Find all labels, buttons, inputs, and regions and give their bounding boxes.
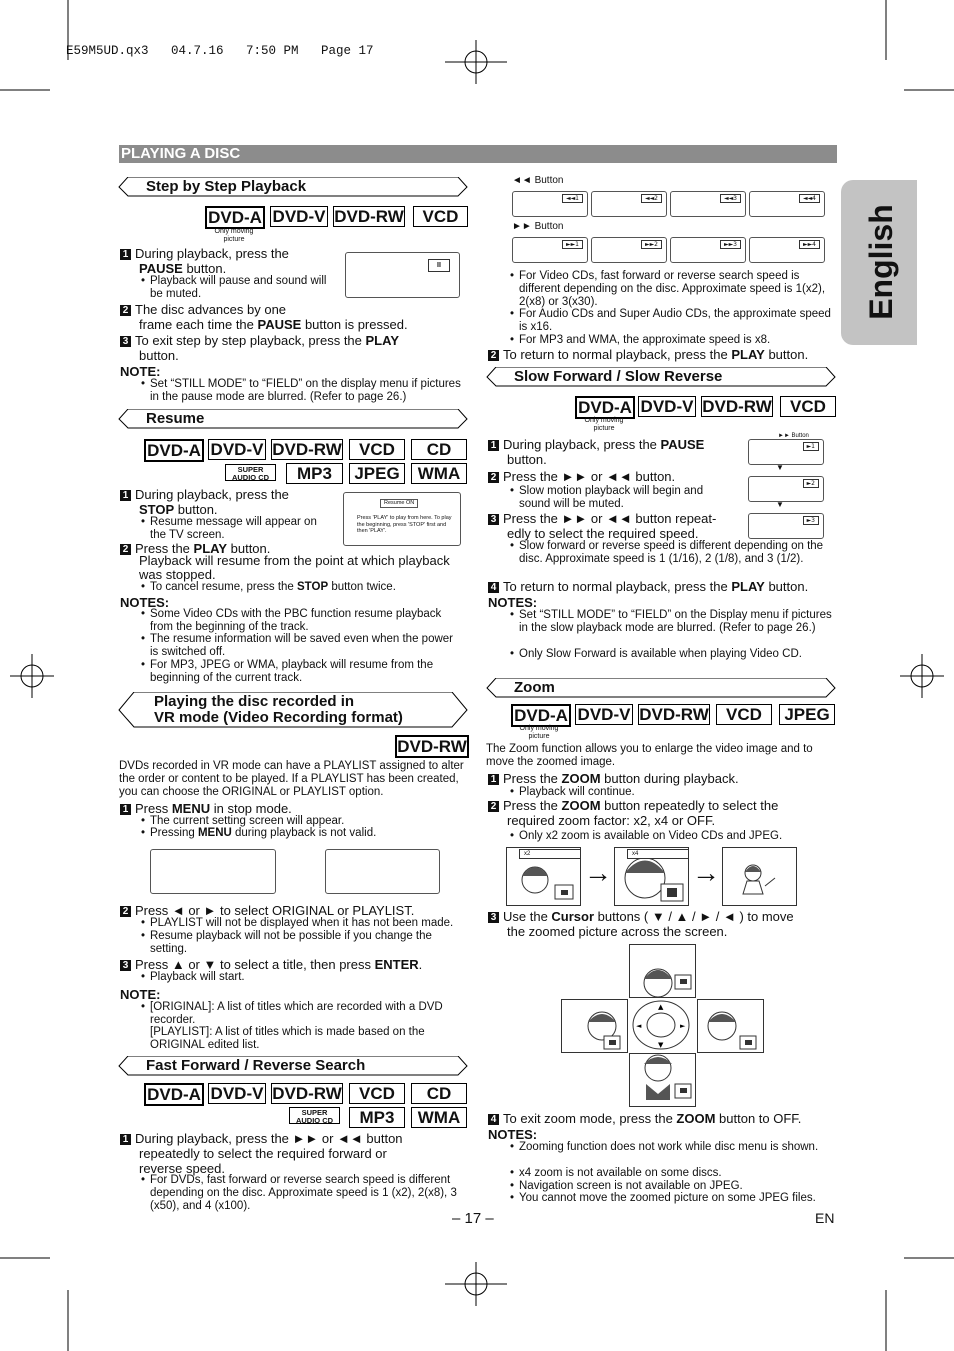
speed-screen [748,476,824,502]
badge-dvd-rw: DVD-RW [334,207,404,226]
speed-indicator-icon: ►►2 [641,240,662,249]
zoom-notes-title: NOTES: [488,1127,538,1142]
vr-step-2-note-1: • PLAYLIST will not be displayed when it has not been made. [150,917,470,930]
badge-dvd-rw: DVD-RW [639,705,709,724]
badge-super-audio-cd: SUPER AUDIO CD [289,1107,340,1124]
vr-intro: DVDs recorded in VR mode can have a PLAYLIST assigned to alter the order or content to be played. If a PLAYLIST has been created, you can choose the ORIGINAL or PLAYLIST option. [119,760,464,798]
svg-text:►: ► [680,1022,686,1030]
svg-text:◄: ◄ [636,1022,642,1030]
zoom-note-4: • You cannot move the zoomed picture on some JPEG files. [519,1192,849,1205]
speed-indicator-icon: ►►3 [720,240,741,249]
speed-indicator-icon: ◄◄2 [641,194,662,203]
badge-dvd-v: DVD-V [575,704,633,725]
resume-section-title: Resume [118,409,468,429]
rev-screen-row [512,191,832,219]
pause-screen [345,252,460,298]
resume-screen [343,492,461,546]
page-number: – 17 – [452,1210,494,1227]
badge-dvd-a: DVD-A [511,704,571,727]
zoom-step-1-note: • Playback will continue. [519,786,837,799]
step-1-note: • Playback will pause and sound will be muted. [150,275,335,301]
resume-note-3: • For MP3, JPEG or WMA, playback will resume from the beginning of the current track. [150,659,460,685]
language-code: EN [815,1210,835,1226]
badge-wma: WMA [411,1107,467,1128]
speed-indicator-icon: ►►1 [562,240,583,249]
speed-indicator-icon: ►2 [803,479,819,488]
badge-dvd-rw: DVD-RW [272,440,342,459]
zoom-nav-up-picture [629,944,696,998]
section-header-label: PLAYING A DISC [121,145,241,162]
step-3: 3 To exit step by step playback, press the PLAY button. [120,333,460,363]
resume-step-2: 2 Press the PLAY button. [120,541,450,556]
vr-step-1-note-2: • Pressing MENU during playback is not valid. [150,827,460,840]
speed-screen [670,237,746,263]
speed-screen [748,439,824,465]
zoom-note-2: • x4 zoom is not available on some discs. [519,1167,819,1180]
badge-vcd: VCD [349,1083,405,1104]
badge-vcd: VCD [780,396,836,417]
slow-section-title: Slow Forward / Slow Reverse [486,367,836,387]
slow-screen-column [748,439,828,549]
slow-note-2: • Only Slow Forward is available when playing Video CD. [519,648,837,661]
speed-screen [512,237,588,263]
badge-dvd-a: DVD-A [205,206,265,229]
vr-step-2: 2 Press ◄ or ► to select ORIGINAL or PLAYLIST. [120,903,460,918]
badge-cd: CD [411,439,467,460]
zoom-note-1: • Zooming function does not work while disc menu is shown. [519,1141,819,1154]
badge-vcd: VCD [349,439,405,460]
step-section-title: Step by Step Playback [118,177,468,197]
zoom-step-4: 4 To exit zoom mode, press the ZOOM button to OFF. [488,1111,848,1126]
zoom-x2-picture [506,847,581,906]
badge-vcd: VCD [413,206,468,227]
speed-indicator-icon: ►3 [803,516,819,525]
vr-step-1-note-1: • The current setting screen will appear. [150,815,460,828]
slow-step-2-note: • Slow motion playback will begin and sound will be muted. [519,485,734,511]
resume-step-1: 1 During playback, press the STOP button. [120,487,340,517]
zoom-intro: The Zoom function allows you to enlarge the video image and to move the zoomed image. [486,743,813,768]
vr-menu-screen-playlist [325,849,440,894]
resume-step-1-note: • Resume message will appear on the TV screen. [150,516,330,542]
speed-indicator-icon: ►1 [803,442,819,451]
badge-super-audio-cd: SUPER AUDIO CD [225,464,276,481]
step-1: 1 During playback, press the PAUSE button. [120,246,340,276]
speed-indicator-icon: ◄◄4 [799,194,820,203]
slow-step-3: 3 Press the ►► or ◄◄ button repeat- edly to select the required speed. [488,511,748,541]
badge-dvd-a: DVD-A [144,1083,204,1106]
speed-screen [591,191,667,217]
badge-dvd-v: DVD-V [208,1083,266,1104]
vr-note-2: [PLAYLIST]: A list of titles which is made based on the ORIGINAL edited list. [150,1026,425,1051]
resume-step-2-note: • To cancel resume, press the STOP button twice. [150,581,470,594]
badge-dvd-rw: DVD-RW [272,1084,342,1103]
resume-note-2: • The resume information will be saved even when the power is switched off. [150,633,460,659]
badge-dvd-rw: DVD-RW [395,735,469,758]
arrow-right-icon: → [584,857,612,888]
svg-text:▼: ▼ [658,1041,664,1049]
badge-wma: WMA [411,463,467,484]
vr-step-1: 1 Press MENU in stop mode. [120,801,450,816]
only-moving-note: Only moving picture [214,228,254,243]
badge-mp3: MP3 [286,463,343,484]
zoom-nav-down-picture [629,1053,696,1107]
badge-jpeg: JPEG [349,463,405,484]
badge-jpeg: JPEG [779,704,835,725]
cursor-pad-icon [631,999,691,1051]
rev-button-label: ◄◄ Button [512,175,564,186]
ff-step-1: 1 During playback, press the ►► or ◄◄ button repeatedly to select the required forward or reverse speed. [120,1131,460,1176]
badge-dvd-rw: DVD-RW [702,397,772,416]
only-moving-note: Only moving picture [584,417,624,432]
speed-indicator-icon: ◄◄3 [720,194,741,203]
zoom-note-3: • Navigation screen is not available on JPEG. [519,1180,819,1193]
resume-notes-title: NOTES: [120,595,170,610]
resume-note-1: • Some Video CDs with the PBC function resume playback from the beginning of the track. [150,608,460,634]
ff-note-3: • For MP3 and WMA, the approximate speed is x8. [519,334,837,347]
fwd-button-label: ►► Button [512,221,564,232]
ff-step-1-note: • For DVDs, fast forward or reverse search speed is different depending on the disc. Approximate speed is 1 (x2), 2(x8), 3 (x50), and 4 (x100). [150,1174,460,1213]
vr-step-3: 3 Press ▲ or ▼ to select a title, then press ENTER. [120,957,460,972]
badge-dvd-a: DVD-A [575,396,635,419]
arrow-down-icon: ▼ [776,500,784,509]
badge-dvd-v: DVD-V [638,396,696,417]
slow-step-1: 1 During playback, press the PAUSE button. [488,437,738,467]
speed-screen [670,191,746,217]
speed-screen [749,237,825,263]
zoom-section-title: Zoom [486,678,836,698]
step-2: 2 The disc advances by one frame each time the PAUSE button is pressed. [120,302,450,332]
fwd-screen-row [512,237,832,265]
print-header: E59M5UD.qx3 04.7.16 7:50 PM Page 17 [66,44,374,58]
zoom-step-1: 1 Press the ZOOM button during playback. [488,771,848,786]
slow-button-label: ►► Button [778,433,809,439]
speed-screen [591,237,667,263]
zoom-nav-right-picture [697,999,764,1053]
arrow-right-icon: → [692,857,720,888]
speed-screen [749,191,825,217]
arrow-down-icon: ▼ [776,463,784,472]
zoom-step-3: 3 Use the Cursor buttons ( ▼ / ▲ / ► / ◄ ) to move the zoomed picture across the screen. [488,909,848,939]
step-note-1: • Set “STILL MODE” to “FIELD” on the display menu if pictures in the pause mode are blurred. (Refer to page 26.) [150,378,470,404]
badge-dvd-v: DVD-V [270,206,328,227]
vr-note-1: • [ORIGINAL]: A list of titles which are recorded with a DVD recorder. [150,1001,455,1027]
badge-cd: CD [411,1083,467,1104]
ff-note-1: • For Video CDs, fast forward or reverse search speed is different depending on the disc. Approximate speed is 1(x2), 2(x8) or 3(x30). [519,270,837,309]
badge-dvd-v: DVD-V [208,439,266,460]
slow-step-3-note: • Slow forward or reverse speed is different depending on the disc. Approximate speed is 1 (1/16), 2 (1/8), and 3 (1/2). [519,540,837,566]
ff-step-2: 2 To return to normal playback, press the PLAY button. [488,347,848,362]
speed-screen [748,513,824,539]
svg-text:▲: ▲ [658,1003,664,1011]
x4-label: x4 [627,849,689,859]
resume-step-2-detail: Playback will resume from the point at which playback was stopped. [139,553,450,582]
speed-indicator-icon: ◄◄1 [562,194,583,203]
vr-note-title: NOTE: [120,987,161,1002]
x2-label: x2 [519,849,581,859]
slow-note-1: • Set “STILL MODE” to “FIELD” on the Display menu if pictures in the slow playback mode are blurred. (Refer to page 26.) [519,609,837,635]
zoom-step-2: 2 Press the ZOOM button repeatedly to select the required zoom factor: x2, x4 or OFF. [488,798,848,828]
section-header [119,145,837,163]
speed-indicator-icon: ►►4 [799,240,820,249]
vr-menu-screen-original [150,849,276,894]
zoom-nav-left-picture [561,999,628,1053]
vr-step-2-note-2: • Resume playback will not be possible if you change the setting. [150,930,470,956]
badge-vcd: VCD [716,704,772,725]
zoom-x4-picture [614,847,689,906]
vr-step-3-note: • Playback will start. [150,971,460,984]
slow-notes-title: NOTES: [488,595,538,610]
speed-screen [512,191,588,217]
side-tab-label: English [863,204,899,320]
ff-note-2: • For Audio CDs and Super Audio CDs, the approximate speed is x16. [519,308,837,334]
ff-section-title: Fast Forward / Reverse Search [118,1056,468,1076]
vr-section-title: Playing the disc recorded in VR mode (Video Recording format) [118,692,468,728]
side-tab [841,180,917,345]
pause-icon: II [428,259,450,272]
zoom-step-2-note: • Only x2 zoom is available on Video CDs and JPEG. [519,830,837,843]
slow-step-2: 2 Press the ►► or ◄◄ button. [488,469,738,484]
zoom-off-picture [722,847,797,906]
slow-step-4: 4 To return to normal playback, press the PLAY button. [488,579,848,594]
badge-mp3: MP3 [349,1107,405,1128]
step-note-title: NOTE: [120,364,161,379]
only-moving-note: Only moving picture [519,725,559,740]
resume-screen-text: Press 'PLAY' to play from here. To play the beginning, press 'STOP' first and then 'PLAY'. [357,515,452,534]
resume-screen-title: Resume ON [380,499,418,508]
badge-dvd-a: DVD-A [144,439,204,462]
